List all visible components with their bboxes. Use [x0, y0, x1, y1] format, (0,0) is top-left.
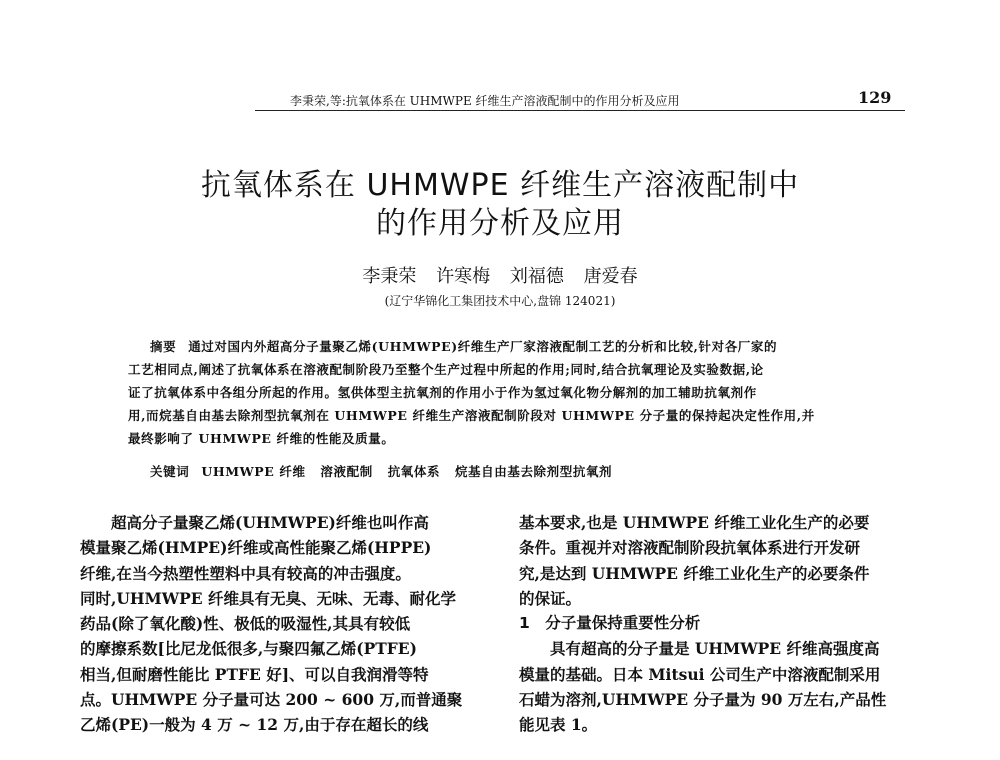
body-line: 纤维,在当今热塑性塑料中具有较高的冲击强度。 — [80, 563, 411, 583]
body-line: 超高分子量聚乙烯(UHMWPE)纤维也叫作高 — [80, 513, 429, 532]
abstract-label: 摘要 — [150, 339, 177, 354]
keywords — [150, 462, 612, 480]
body-line: 条件。重视并对溶液配制阶段抗氧体系进行开发研 — [519, 538, 861, 558]
keywords-text: UHMWPE 纤维 溶液配制 抗氧体系 烷基自由基去除剂型抗氧剂 — [201, 464, 613, 479]
header-rule — [255, 110, 905, 111]
affiliation: (辽宁华锦化工集团技术中心,盘锦 124021) — [384, 294, 616, 308]
body-line: 石蜡为溶剂,UHMWPE 分子量为 90 万左右,产品性 — [519, 690, 887, 710]
body-line: 药品(除了氧化酸)性、极低的吸湿性,其具有较低 — [80, 614, 411, 634]
abstract-line: 最终影响了 UHMWPE 纤维的性能及质量。 — [128, 431, 395, 446]
body-left-column — [80, 510, 480, 738]
body-line: 究,是达到 UHMWPE 纤维工业化生产的必要条件 — [519, 563, 870, 583]
body-right-column — [519, 510, 919, 738]
running-head: 李秉荣,等:抗氧体系在 UHMWPE 纤维生产溶液配制中的作用分析及应用 — [290, 94, 680, 108]
body-line: 具有超高的分子量是 UHMWPE 纤维高强度高 — [519, 639, 880, 659]
abstract-line — [150, 337, 777, 355]
body-line: 能见表 1。 — [519, 715, 598, 735]
body-line: 模量聚乙烯(HMPE)纤维或高性能聚乙烯(HPPE) — [80, 538, 432, 558]
body-line: 模量的基础。日本 Mitsui 公司生产中溶液配制采用 — [519, 664, 881, 684]
keywords-label: 关键词 — [150, 464, 190, 479]
body-line: 基本要求,也是 UHMWPE 纤维工业化生产的必要 — [519, 513, 870, 532]
page-number: 129 — [858, 88, 892, 107]
body-line: 乙烯(PE)一般为 4 万 ~ 12 万,由于存在超长的线 — [80, 715, 429, 735]
abstract-line: 用,而烷基自由基去除剂型抗氧剂在 UHMWPE 纤维生产溶液配制阶段对 UHMWPE 分子量的保持起决定性作用,并 — [128, 408, 815, 423]
body-line: 的摩擦系数[比尼龙低很多,与聚四氟乙烯(PTFE) — [80, 639, 417, 659]
paper-title-line-2: 的作用分析及应用 — [376, 206, 624, 241]
paper-title-line-1: 抗氧体系在 UHMWPE 纤维生产溶液配制中 — [200, 168, 800, 203]
body-line: 的保证。 — [519, 588, 582, 608]
body-line: 点。UHMWPE 分子量可达 200 ~ 600 万,而普通聚 — [80, 690, 463, 710]
abstract-text: 通过对国内外超高分子量聚乙烯(UHMWPE)纤维生产厂家溶液配制工艺的分析和比较,针对各厂家的 — [188, 339, 778, 354]
body-line: 同时,UHMWPE 纤维具有无臭、无味、无毒、耐化学 — [80, 588, 456, 608]
section-heading: 1 分子量保持重要性分析 — [519, 614, 701, 633]
authors: 李秉荣 许寒梅 刘福德 唐爱春 — [362, 266, 638, 287]
body-line: 相当,但耐磨性能比 PTFE 好]、可以自我润滑等特 — [80, 664, 429, 684]
abstract-line: 工艺相同点,阐述了抗氧体系在溶液配制阶段乃至整个生产过程中所起的作用;同时,结合抗氧理论及实验数据,论 — [128, 362, 764, 377]
abstract-line: 证了抗氧体系中各组分所起的作用。氢供体型主抗氧剂的作用小于作为氢过氧化物分解剂的加工辅助抗氧剂作 — [128, 385, 757, 400]
